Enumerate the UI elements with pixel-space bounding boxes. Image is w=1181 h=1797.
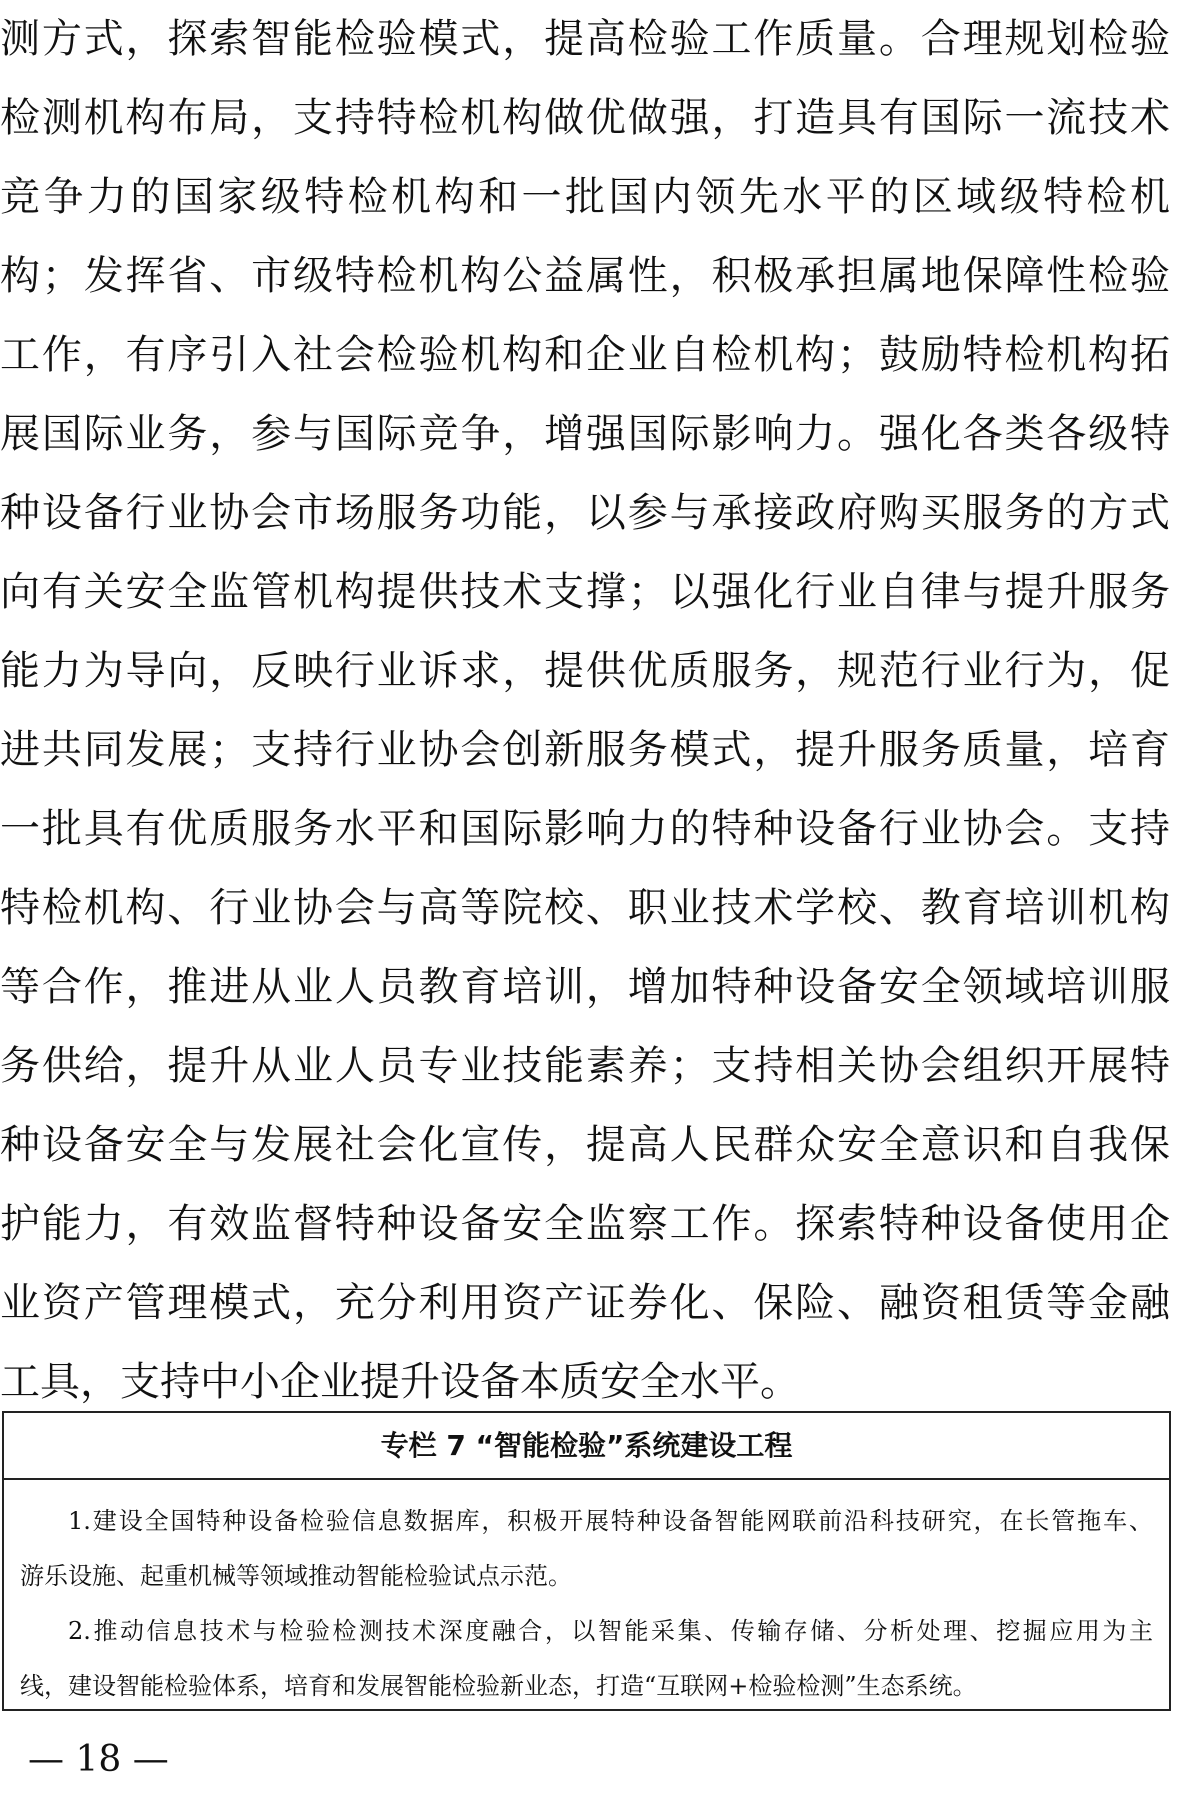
body-line: 护能力，有效监督特种设备安全监察工作。探索特种设备使用企 (0, 1201, 1170, 1247)
body-line: 业资产管理模式，充分利用资产证券化、保险、融资租赁等金融 (0, 1280, 1170, 1326)
body-line: 工具，支持中小企业提升设备本质安全水平。 (0, 1359, 800, 1405)
body-line: 能力为导向，反映行业诉求，提供优质服务，规范行业行为，促 (0, 648, 1170, 694)
body-line: 种设备行业协会市场服务功能，以参与承接政府购买服务的方式 (0, 490, 1170, 536)
body-line: 检测机构布局，支持特检机构做优做强，打造具有国际一流技术 (0, 95, 1170, 141)
body-line: 等合作，推进从业人员教育培训，增加特种设备安全领域培训服 (0, 964, 1170, 1010)
body-line: 展国际业务，参与国际竞争，增强国际影响力。强化各类各级特 (0, 411, 1170, 457)
body-line: 一批具有优质服务水平和国际影响力的特种设备行业协会。支持 (0, 806, 1170, 852)
page-number: — 18 — (28, 1739, 169, 1780)
body-line: 工作，有序引入社会检验机构和企业自检机构；鼓励特检机构拓 (0, 332, 1170, 378)
column-box (2, 1411, 1171, 1711)
body-line: 测方式，探索智能检验模式，提高检验工作质量。合理规划检验 (0, 16, 1170, 62)
body-line: 进共同发展；支持行业协会创新服务模式，提升服务质量，培育 (0, 727, 1170, 773)
column-box-body (4, 1480, 1169, 1714)
column-box-line: 1.建设全国特种设备检验信息数据库，积极开展特种设备智能网联前沿科技研究，在长管拖车、 (68, 1507, 1153, 1535)
body-line: 向有关安全监管机构提供技术支撑；以强化行业自律与提升服务 (0, 569, 1170, 615)
column-box-line: 游乐设施、起重机械等领域推动智能检验试点示范。 (20, 1562, 572, 1590)
body-line: 构；发挥省、市级特检机构公益属性，积极承担属地保障性检验 (0, 253, 1170, 299)
column-box-title: 专栏 7 “智能检验”系统建设工程 (4, 1413, 1169, 1480)
column-box-line: 2.推动信息技术与检验检测技术深度融合，以智能采集、传输存储、分析处理、挖掘应用为主 (68, 1617, 1153, 1645)
body-line: 特检机构、行业协会与高等院校、职业技术学校、教育培训机构 (0, 885, 1170, 931)
column-box-line: 线，建设智能检验体系，培育和发展智能检验新业态，打造“互联网+检验检测”生态系统。 (20, 1672, 977, 1700)
body-line: 务供给，提升从业人员专业技能素养；支持相关协会组织开展特 (0, 1043, 1170, 1089)
body-line: 种设备安全与发展社会化宣传，提高人民群众安全意识和自我保 (0, 1122, 1170, 1168)
body-line: 竞争力的国家级特检机构和一批国内领先水平的区域级特检机 (0, 174, 1170, 220)
